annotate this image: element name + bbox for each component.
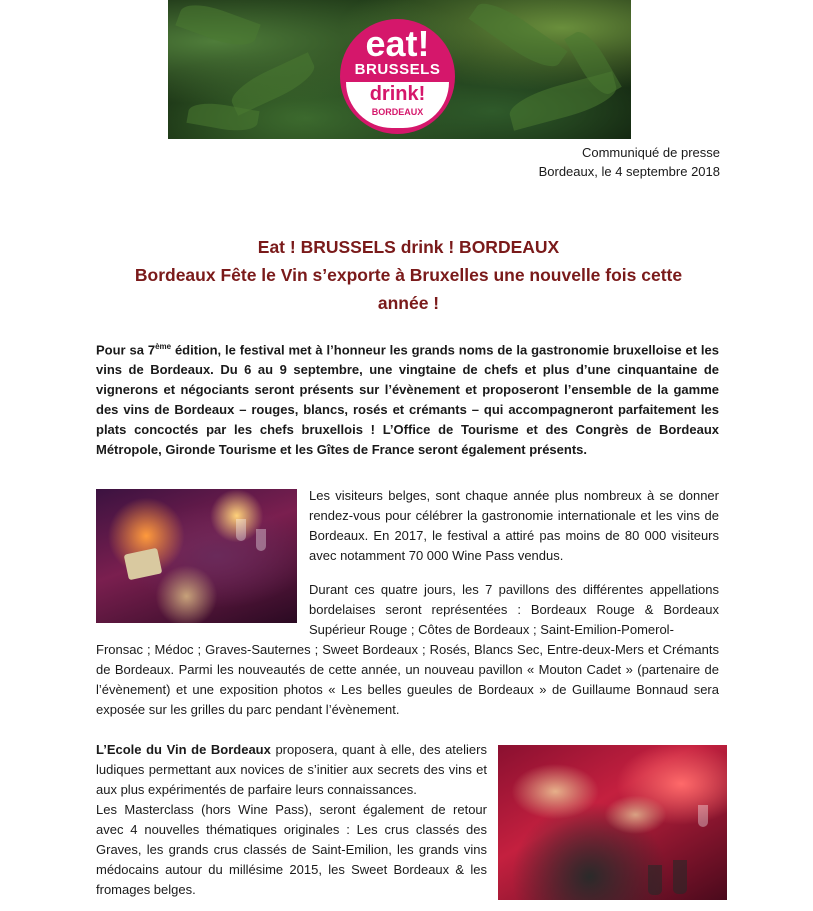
hero-banner-image [168, 0, 631, 139]
logo-drink-text: drink! [369, 83, 426, 105]
pavillons-paragraph-bottom: Fronsac ; Médoc ; Graves-Sauternes ; Sweet Bordeaux ; Rosés, Blancs Sec, Entre-deux-Mers et Crémants de Bordeaux. Parmi les nouveautés de cette année, un nouveau pavillon « Mouton Cadet » (partenaire de l’évènement) et une exposition photos « Les belles gueules de Bordeaux » de Guillaume Bonnaud sera exposée sur les grilles du parc pendant l’évènement. [96, 642, 719, 717]
intro-paragraph: Pour sa 7ème édition, le festival met à l’honneur les grands noms de la gastronomie bruxelloise et les vins de Bordeaux. Du 6 au 9 septembre, une vingtaine de chefs et plus d’une cinquantaine de vignerons et négociants seront présents sur l’évènement et proposeront l’ensemble de la gamme des vins de Bordeaux – rouges, blancs, rosés et crémants – qui accompagneront parfaitement les plats concoctés par les chefs bruxellois ! L’Office de Tourisme et des Congrès de Bordeaux Métropole, Gironde Tourisme et les Gîtes de France seront également présents. [96, 342, 720, 458]
title-line-1: Eat ! BRUSSELS drink ! BORDEAUX [257, 237, 560, 257]
title-line-2: Bordeaux Fête le Vin s’exporte à Bruxelles une nouvelle fois cette [134, 265, 683, 285]
festival-photo-wine-pass [96, 489, 297, 623]
visitors-paragraph: Les visiteurs belges, sont chaque année plus nombreux à se donner rendez-vous pour célébrer la gastronomie internationale et les vins de Bordeaux. En 2017, le festival a attiré pas moins de 80 000 visiteurs avec notamment 70 000 Wine Pass vendus. [309, 488, 719, 563]
doc-type-label: Communiqué de presse [581, 145, 720, 160]
ecole-lead: L’Ecole du Vin de Bordeaux [96, 742, 271, 757]
title-line-3: année ! [377, 293, 440, 313]
pavillons-paragraph-top: Durant ces quatre jours, les 7 pavillons des différentes appellations bordelaises seront représentées : Bordeaux Rouge & Bordeaux Supérieur Rouge ; Côtes de Bordeaux ; Saint-Emilion-Pomerol- [309, 582, 719, 637]
logo-bordeaux-text: BORDEAUX [371, 107, 424, 117]
logo-brussels-text: BRUSSELS [354, 61, 441, 78]
tasting-photo [498, 745, 727, 900]
logo-eat-text: eat! [365, 23, 430, 64]
masterclass-paragraph: Les Masterclass (hors Wine Pass), seront également de retour avec 4 nouvelles thématiques originales : Les crus classés des Graves, les grands crus classés de Saint-Emilion, les grands vins médocains autour du millésime 2015, les Sweet Bordeaux & les fromages belges. [96, 802, 487, 897]
eat-brussels-logo [340, 19, 455, 134]
dateline: Bordeaux, le 4 septembre 2018 [538, 164, 720, 179]
ecole-paragraph: L’Ecole du Vin de Bordeaux proposera, quant à elle, des ateliers ludiques permettant aux novices de s’initier aux secrets des vins et aux plus expérimentés de parfaire leurs connaissances. [96, 742, 487, 797]
